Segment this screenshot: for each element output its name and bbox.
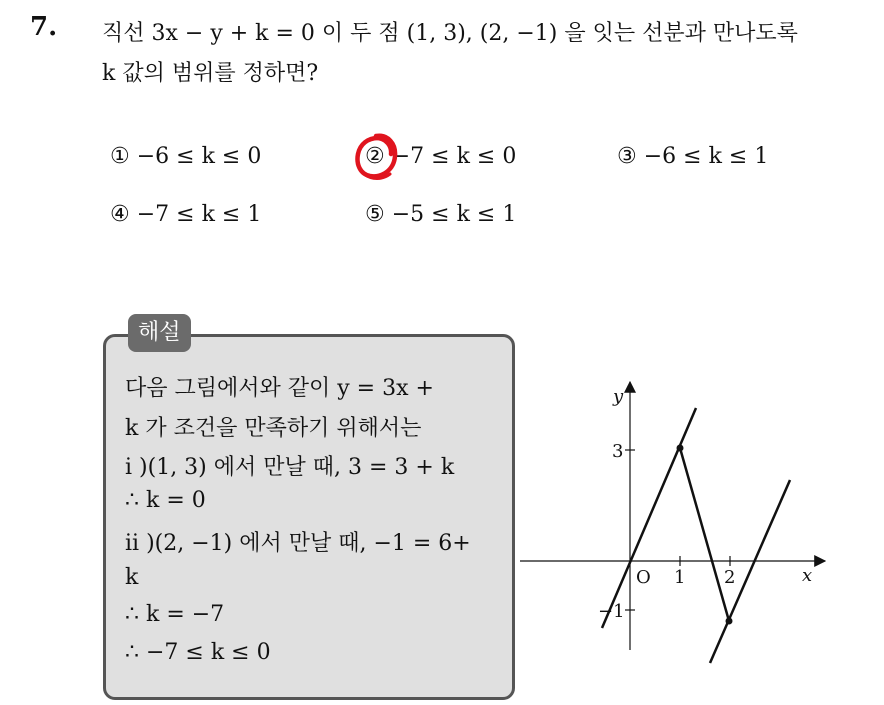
point-b — [726, 618, 733, 625]
point-a — [677, 445, 684, 452]
choice-5-marker: ⑤ — [365, 202, 385, 227]
x-tick-label-2: 2 — [724, 567, 736, 588]
question-text-line1: 직선 3x − y + k = 0 이 두 점 (1, 3), (2, −1) 을 잇는 선분과 만나도록 — [102, 21, 798, 46]
solution-line-3: i )(1, 3) 에서 만날 때, 3 = 3 + k — [125, 455, 455, 480]
choice-5-text: −5 ≤ k ≤ 1 — [391, 202, 517, 227]
answer-circle-mark — [352, 130, 400, 184]
choice-4[interactable] — [110, 202, 261, 227]
choice-1[interactable] — [110, 144, 261, 169]
y-tick-label-m1: −1 — [598, 601, 625, 622]
solution-line-8: ∴ −7 ≤ k ≤ 0 — [125, 640, 271, 665]
x-axis-label: x — [802, 565, 813, 586]
segment-ab — [680, 448, 729, 621]
question-number: 7. — [30, 12, 58, 42]
choice-5[interactable] — [365, 202, 516, 227]
y-tick-label-3: 3 — [612, 441, 624, 462]
x-tick-label-1: 1 — [674, 567, 686, 588]
solution-line-7: ∴ k = −7 — [125, 602, 225, 627]
solution-line-1: 다음 그림에서와 같이 y = 3x + — [125, 376, 434, 401]
solution-tag: 해설 — [128, 314, 191, 352]
solution-line-4: ∴ k = 0 — [125, 488, 206, 513]
choice-2-text: −7 ≤ k ≤ 0 — [391, 144, 517, 169]
choice-1-text: −6 ≤ k ≤ 0 — [136, 144, 262, 169]
solution-graph — [520, 370, 840, 670]
solution-line-5: ii )(2, −1) 에서 만날 때, −1 = 6+ — [125, 531, 471, 556]
choice-3[interactable] — [617, 144, 768, 169]
choice-2-marker: ② — [365, 144, 385, 169]
solution-line-6: k — [125, 565, 139, 590]
line-km7 — [710, 480, 790, 663]
choice-4-marker: ④ — [110, 202, 130, 227]
solution-line-2: k 가 조건을 만족하기 위해서는 — [125, 416, 422, 441]
choice-3-text: −6 ≤ k ≤ 1 — [643, 144, 769, 169]
question-text-line2: k 값의 범위를 정하면? — [102, 61, 319, 86]
y-axis-label: y — [613, 386, 624, 407]
choice-3-marker: ③ — [617, 144, 637, 169]
choice-1-marker: ① — [110, 144, 130, 169]
choice-4-text: −7 ≤ k ≤ 1 — [136, 202, 262, 227]
origin-label: O — [636, 567, 651, 588]
